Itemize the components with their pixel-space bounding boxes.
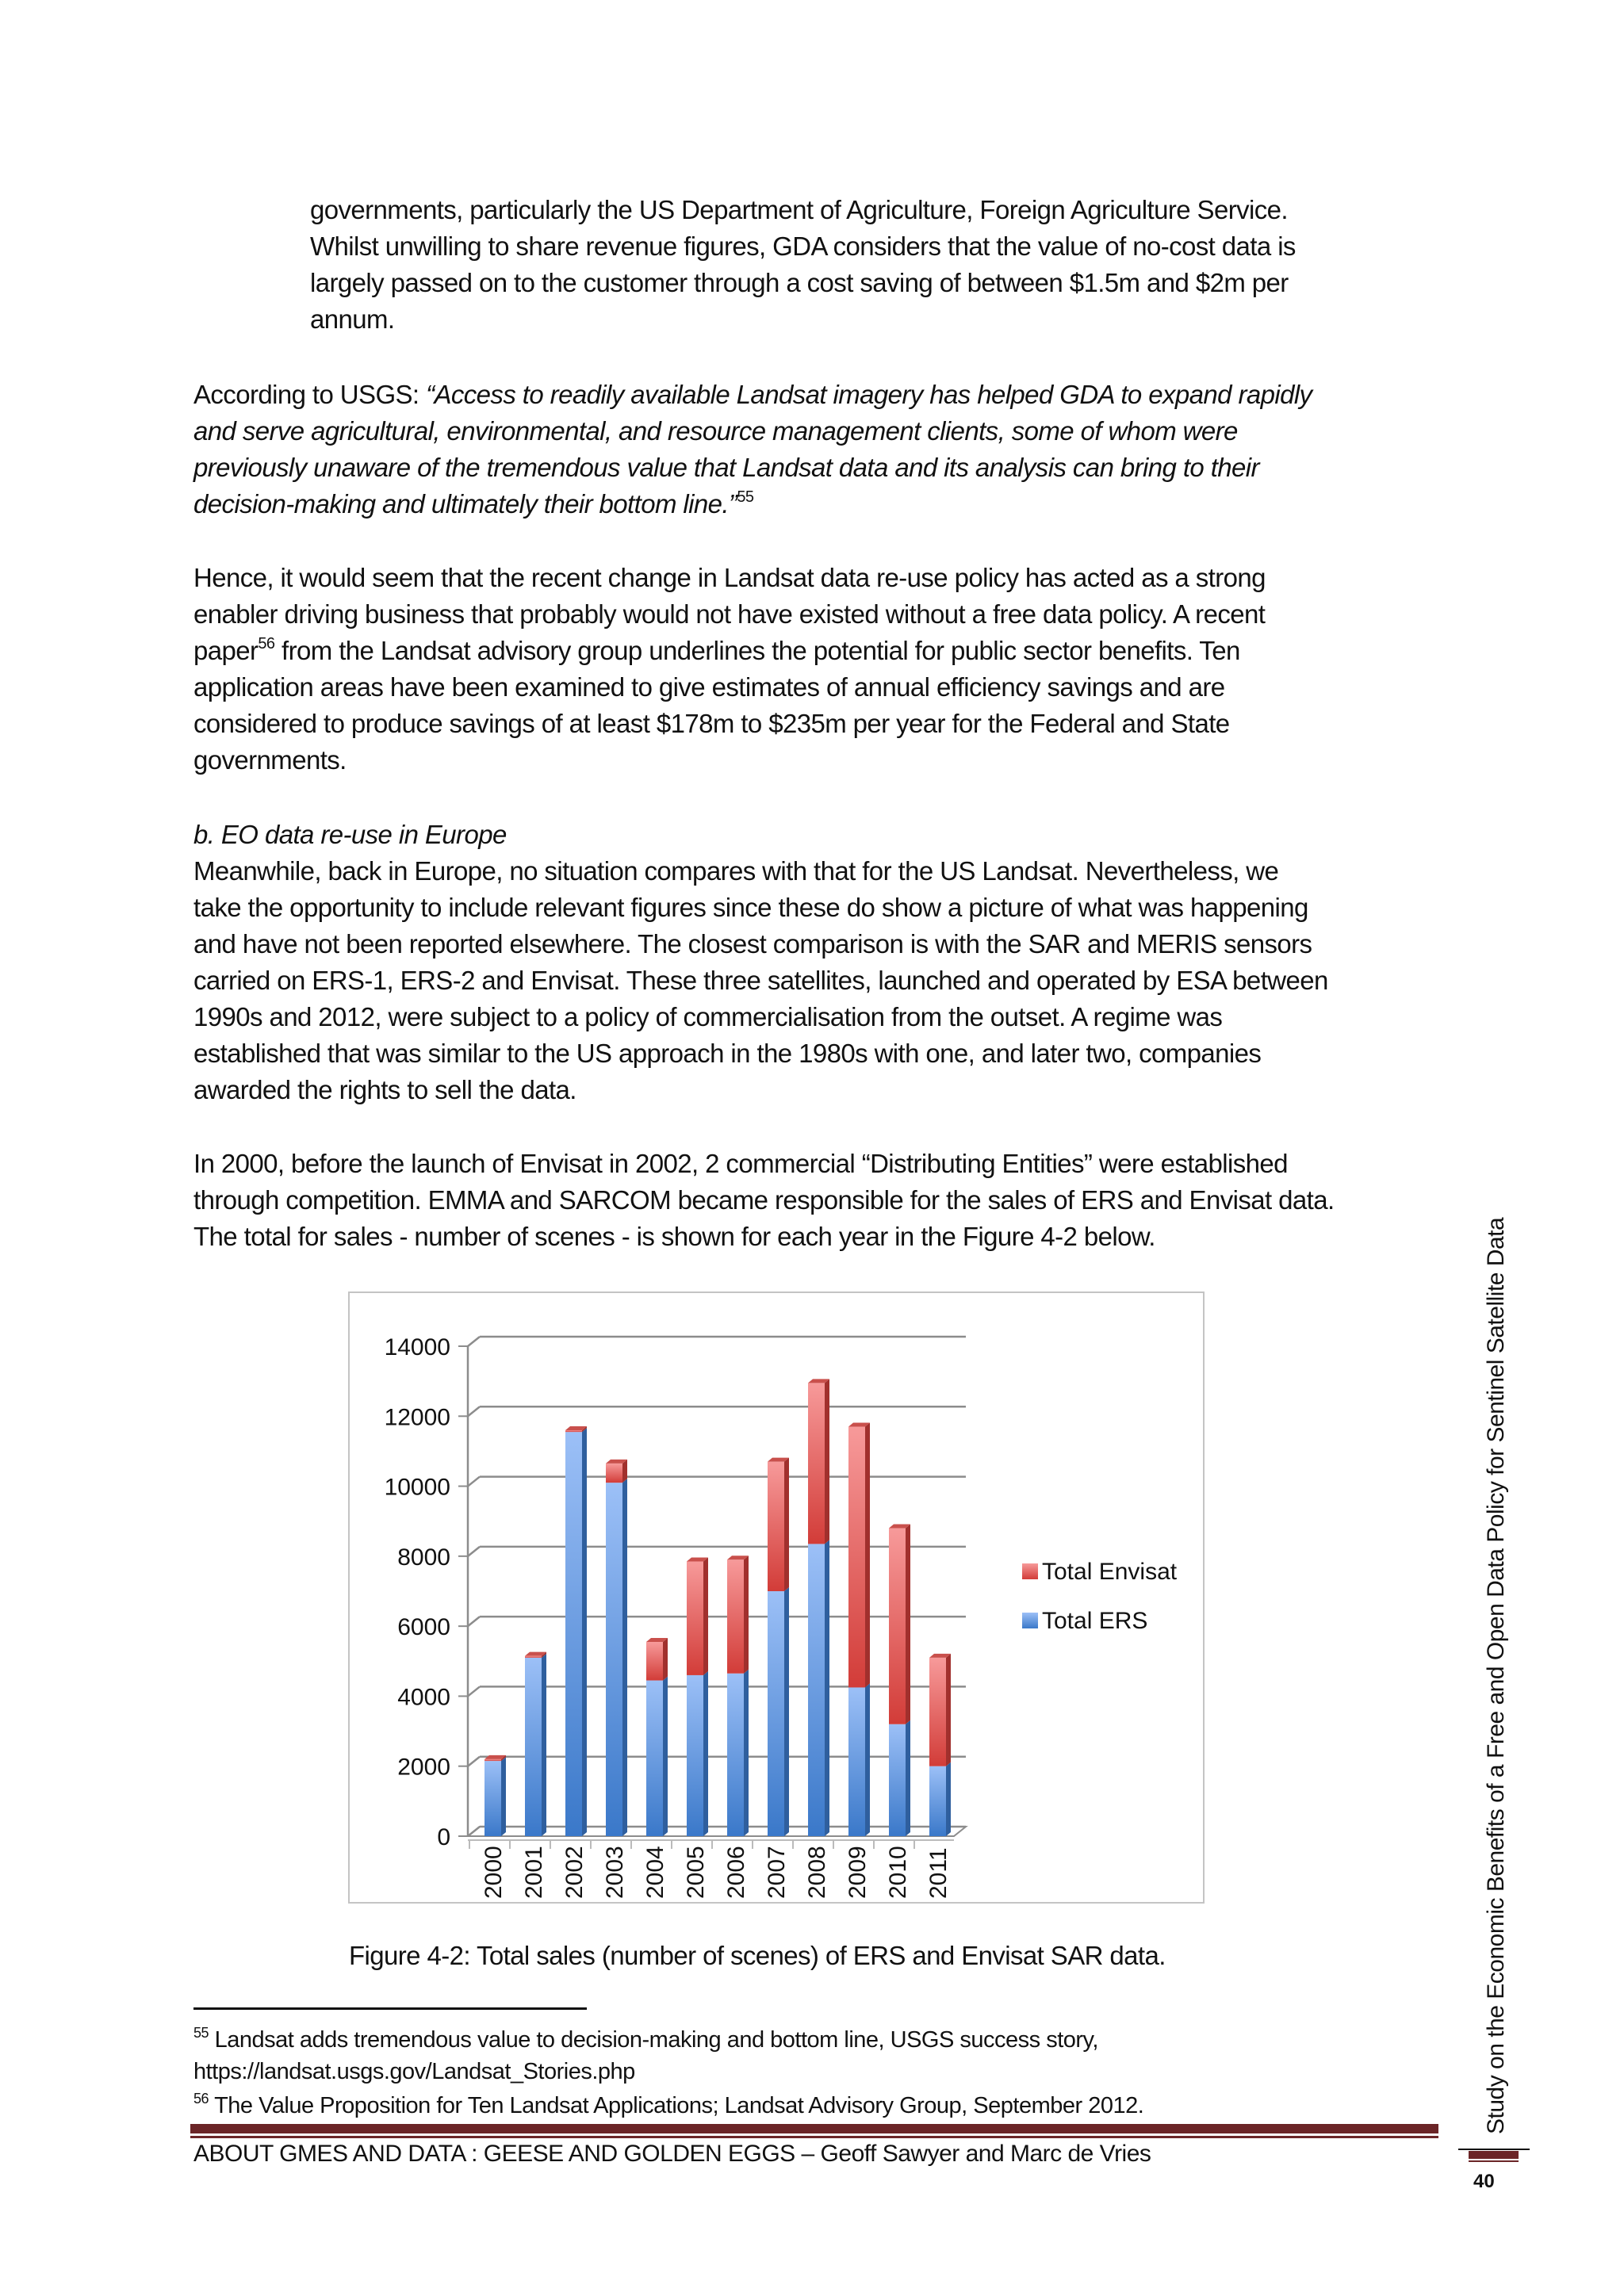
text-line: take the opportunity to include relevant figures since these do show a picture of what was happening bbox=[193, 893, 1308, 922]
footnote-text: The Value Proposition for Ten Landsat Applications; Landsat Advisory Group, September 2012. bbox=[214, 2093, 1144, 2118]
footer-rule-thin bbox=[190, 2136, 1438, 2138]
footnote-ref-56[interactable]: 56 bbox=[258, 635, 275, 652]
text-line: through competition. EMMA and SARCOM became responsible for the sales of ERS and Envisat data. bbox=[193, 1185, 1335, 1215]
svg-text:Total Envisat: Total Envisat bbox=[1042, 1559, 1178, 1585]
x-tick-label: 2000 bbox=[480, 1846, 507, 1899]
usgs-quote-paragraph bbox=[193, 377, 1462, 522]
y-tick-label: 2000 bbox=[397, 1754, 450, 1781]
text-line: carried on ERS-1, ERS-2 and Envisat. These three satellites, launched and operated by ESA between bbox=[193, 966, 1328, 995]
y-tick-label: 6000 bbox=[397, 1614, 450, 1641]
footnote-ref-55[interactable]: 55 bbox=[737, 488, 754, 506]
page-number-bar-thin bbox=[1469, 2160, 1519, 2162]
x-tick-label: 2011 bbox=[925, 1847, 952, 1899]
quote-text: “Access to readily available Landsat imagery has helped GDA to expand rapidly bbox=[426, 380, 1312, 409]
y-tick-label: 4000 bbox=[397, 1684, 450, 1711]
quote-text: previously unaware of the tremendous value that Landsat data and its analysis can bring to their bbox=[193, 453, 1259, 482]
bar-2009 bbox=[848, 1423, 870, 1836]
text-line: Hence, it would seem that the recent change in Landsat data re-use policy has acted as a strong bbox=[193, 563, 1266, 592]
text-line: The total for sales - number of scenes - is shown for each year in the Figure 4-2 below. bbox=[193, 1222, 1155, 1251]
text-line: enabler driving business that probably would not have existed without a free data policy. A recent bbox=[193, 599, 1266, 629]
y-tick-label: 0 bbox=[437, 1824, 450, 1850]
page-number-bar bbox=[1469, 2151, 1519, 2159]
bar-2005 bbox=[687, 1557, 708, 1836]
quote-lead: According to USGS: bbox=[193, 380, 427, 409]
text-line: largely passed on to the customer through a cost saving of between $1.5m and $2m per bbox=[310, 268, 1289, 297]
x-tick-label: 2010 bbox=[884, 1846, 911, 1899]
footnote-number: 55 bbox=[193, 2025, 209, 2041]
text-line: In 2000, before the launch of Envisat in 2002, 2 commercial “Distributing Entities” were established bbox=[193, 1149, 1288, 1178]
bar-2004 bbox=[646, 1638, 668, 1836]
x-tick-label: 2001 bbox=[520, 1846, 547, 1899]
text-line: governments, particularly the US Department of Agriculture, Foreign Agriculture Service. bbox=[310, 195, 1288, 224]
text-fragment: paper bbox=[193, 636, 259, 665]
figure-caption: Figure 4-2: Total sales (number of scenes) of ERS and Envisat SAR data. bbox=[349, 1941, 1166, 1970]
page-number: 40 bbox=[1473, 2171, 1495, 2192]
stacked-bar-chart bbox=[350, 1293, 1206, 1905]
svg-text:Total ERS: Total ERS bbox=[1042, 1608, 1148, 1634]
bar-2008 bbox=[808, 1379, 829, 1836]
y-tick-label: 10000 bbox=[384, 1474, 450, 1501]
x-tick-label: 2005 bbox=[682, 1846, 709, 1899]
footer-rule bbox=[190, 2124, 1438, 2133]
distributing-entities-paragraph bbox=[193, 1146, 1462, 1255]
bar-2002 bbox=[565, 1426, 587, 1836]
sales-chart bbox=[348, 1292, 1205, 1904]
text-line: 1990s and 2012, were subject to a policy of commercialisation from the outset. A regime was bbox=[193, 1002, 1223, 1031]
x-tick-label: 2004 bbox=[642, 1846, 668, 1899]
x-tick-label: 2006 bbox=[722, 1846, 749, 1899]
bar-2001 bbox=[525, 1652, 546, 1836]
legend-item-total-envisat bbox=[1022, 1559, 1178, 1585]
text-line: annum. bbox=[310, 304, 395, 334]
x-tick-label: 2002 bbox=[561, 1846, 588, 1899]
footnote-56 bbox=[193, 2090, 1143, 2122]
quote-text: decision-making and ultimately their bottom line.” bbox=[193, 489, 737, 519]
x-tick-label: 2007 bbox=[763, 1846, 790, 1899]
hence-paragraph bbox=[193, 560, 1462, 779]
text-line: established that was similar to the US approach in the 1980s with one, and later two, companies bbox=[193, 1039, 1262, 1068]
text-fragment: from the Landsat advisory group underlines the potential for public sector benefits. Ten bbox=[274, 636, 1240, 665]
legend-item-total-ers bbox=[1022, 1608, 1147, 1634]
bar-2007 bbox=[768, 1458, 789, 1836]
x-tick-label: 2009 bbox=[844, 1846, 871, 1899]
page-number-rule bbox=[1458, 2149, 1530, 2150]
x-tick-label: 2003 bbox=[601, 1846, 628, 1899]
text-line: awarded the rights to sell the data. bbox=[193, 1075, 576, 1104]
side-running-title: Study on the Economic Benefits of a Free and Open Data Policy for Sentinel Satellite Data bbox=[1483, 1217, 1509, 2134]
europe-section bbox=[193, 817, 1462, 1108]
bar-2006 bbox=[727, 1556, 749, 1836]
bar-2011 bbox=[929, 1654, 951, 1836]
running-footer: ABOUT GMES AND DATA : GEESE AND GOLDEN EGGS – Geoff Sawyer and Marc de Vries bbox=[193, 2141, 1151, 2167]
bar-2003 bbox=[606, 1460, 627, 1836]
y-tick-label: 12000 bbox=[384, 1404, 450, 1431]
text-line: Meanwhile, back in Europe, no situation compares with that for the US Landsat. Nevertheless, we bbox=[193, 856, 1279, 886]
footnote-link[interactable]: https://landsat.usgs.gov/Landsat_Stories.php bbox=[193, 2059, 635, 2084]
y-tick-label: 8000 bbox=[397, 1544, 450, 1571]
text-line: considered to produce savings of at least $178m to $235m per year for the Federal and State bbox=[193, 709, 1230, 738]
x-tick-label: 2008 bbox=[803, 1846, 830, 1899]
text-line: and have not been reported elsewhere. The closest comparison is with the SAR and MERIS sensors bbox=[193, 929, 1312, 959]
text-line: application areas have been examined to give estimates of annual efficiency savings and are bbox=[193, 672, 1225, 702]
text-line: governments. bbox=[193, 745, 347, 775]
section-heading: b. EO data re-use in Europe bbox=[193, 820, 507, 849]
bar-2010 bbox=[889, 1525, 910, 1836]
footnote-text: Landsat adds tremendous value to decision-making and bottom line, USGS success story, bbox=[214, 2027, 1098, 2053]
gda-indented-paragraph bbox=[310, 192, 1420, 338]
y-tick-label: 14000 bbox=[384, 1334, 450, 1360]
footnote-separator bbox=[193, 2007, 587, 2010]
bar-2000 bbox=[485, 1755, 506, 1836]
footnote-number: 56 bbox=[193, 2091, 209, 2107]
footnote-55 bbox=[193, 2024, 1383, 2087]
text-line: Whilst unwilling to share revenue figures, GDA considers that the value of no-cost data is bbox=[310, 232, 1296, 261]
quote-text: and serve agricultural, environmental, and resource management clients, some of whom were bbox=[193, 416, 1238, 446]
